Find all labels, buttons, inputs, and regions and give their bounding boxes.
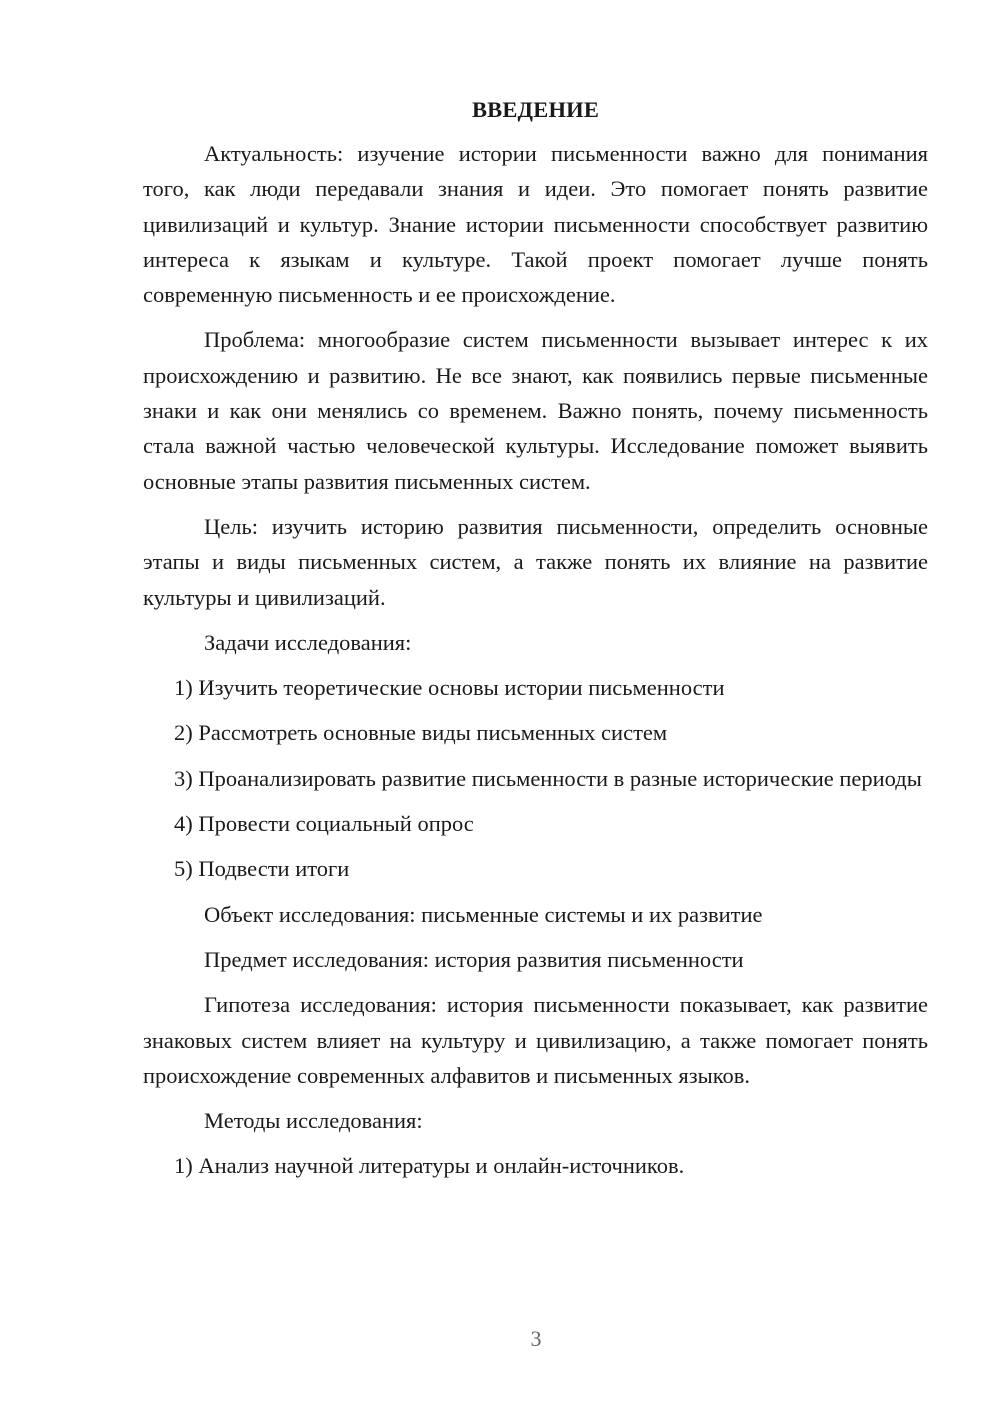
- page-number: 3: [530, 1326, 542, 1351]
- task-item-1: 1) Изучить теоретические основы истории письменности: [174, 675, 725, 701]
- tasks-heading: Задачи исследования:: [204, 629, 412, 655]
- paragraph-goal: Цель: изучить историю развития письменности, определить основные этапы и виды письменных систем, а также понять их влияние на развитие культуры и цивилизаций.: [143, 513, 928, 610]
- paragraph-problem: Проблема: многообразие систем письменности вызывает интерес к их происхождению и развитию. Не все знают, как появились первые письменные знаки и как они менялись со временем. Важно понять, почему письменность стала важной частью человеческой культуры. Исследование поможет выявить основные этапы развития письменных систем.: [143, 327, 928, 494]
- paragraph-object: Объект исследования: письменные системы и их развитие: [204, 901, 763, 927]
- task-item-2: 2) Рассмотреть основные виды письменных систем: [174, 720, 668, 746]
- method-item-1: 1) Анализ научной литературы и онлайн-источников.: [174, 1153, 685, 1179]
- page-title: ВВЕДЕНИЕ: [471, 97, 600, 122]
- task-item-5: 5) Подвести итоги: [174, 856, 350, 882]
- document-page: [143, 92, 928, 1184]
- paragraph-relevance: Актуальность: изучение истории письменности важно для понимания того, как люди передавали знания и идеи. Это помогает понять развитие цивилизаций и культур. Знание истории письменности способствует развитию интереса к языкам и культуре. Такой проект помогает лучше понять современную письменность и ее происхождение.: [143, 141, 928, 308]
- methods-heading: Методы исследования:: [204, 1108, 423, 1134]
- task-item-4: 4) Провести социальный опрос: [174, 811, 474, 837]
- task-item-3: 3) Проанализировать развитие письменности в разные исторические периоды: [174, 765, 922, 791]
- paragraph-hypothesis: Гипотеза исследования: история письменности показывает, как развитие знаковых систем влияет на культуру и цивилизацию, а также помогает понять происхождение современных алфавитов и письменных языков.: [143, 992, 928, 1088]
- paragraph-subject: Предмет исследования: история развития письменности: [204, 946, 744, 972]
